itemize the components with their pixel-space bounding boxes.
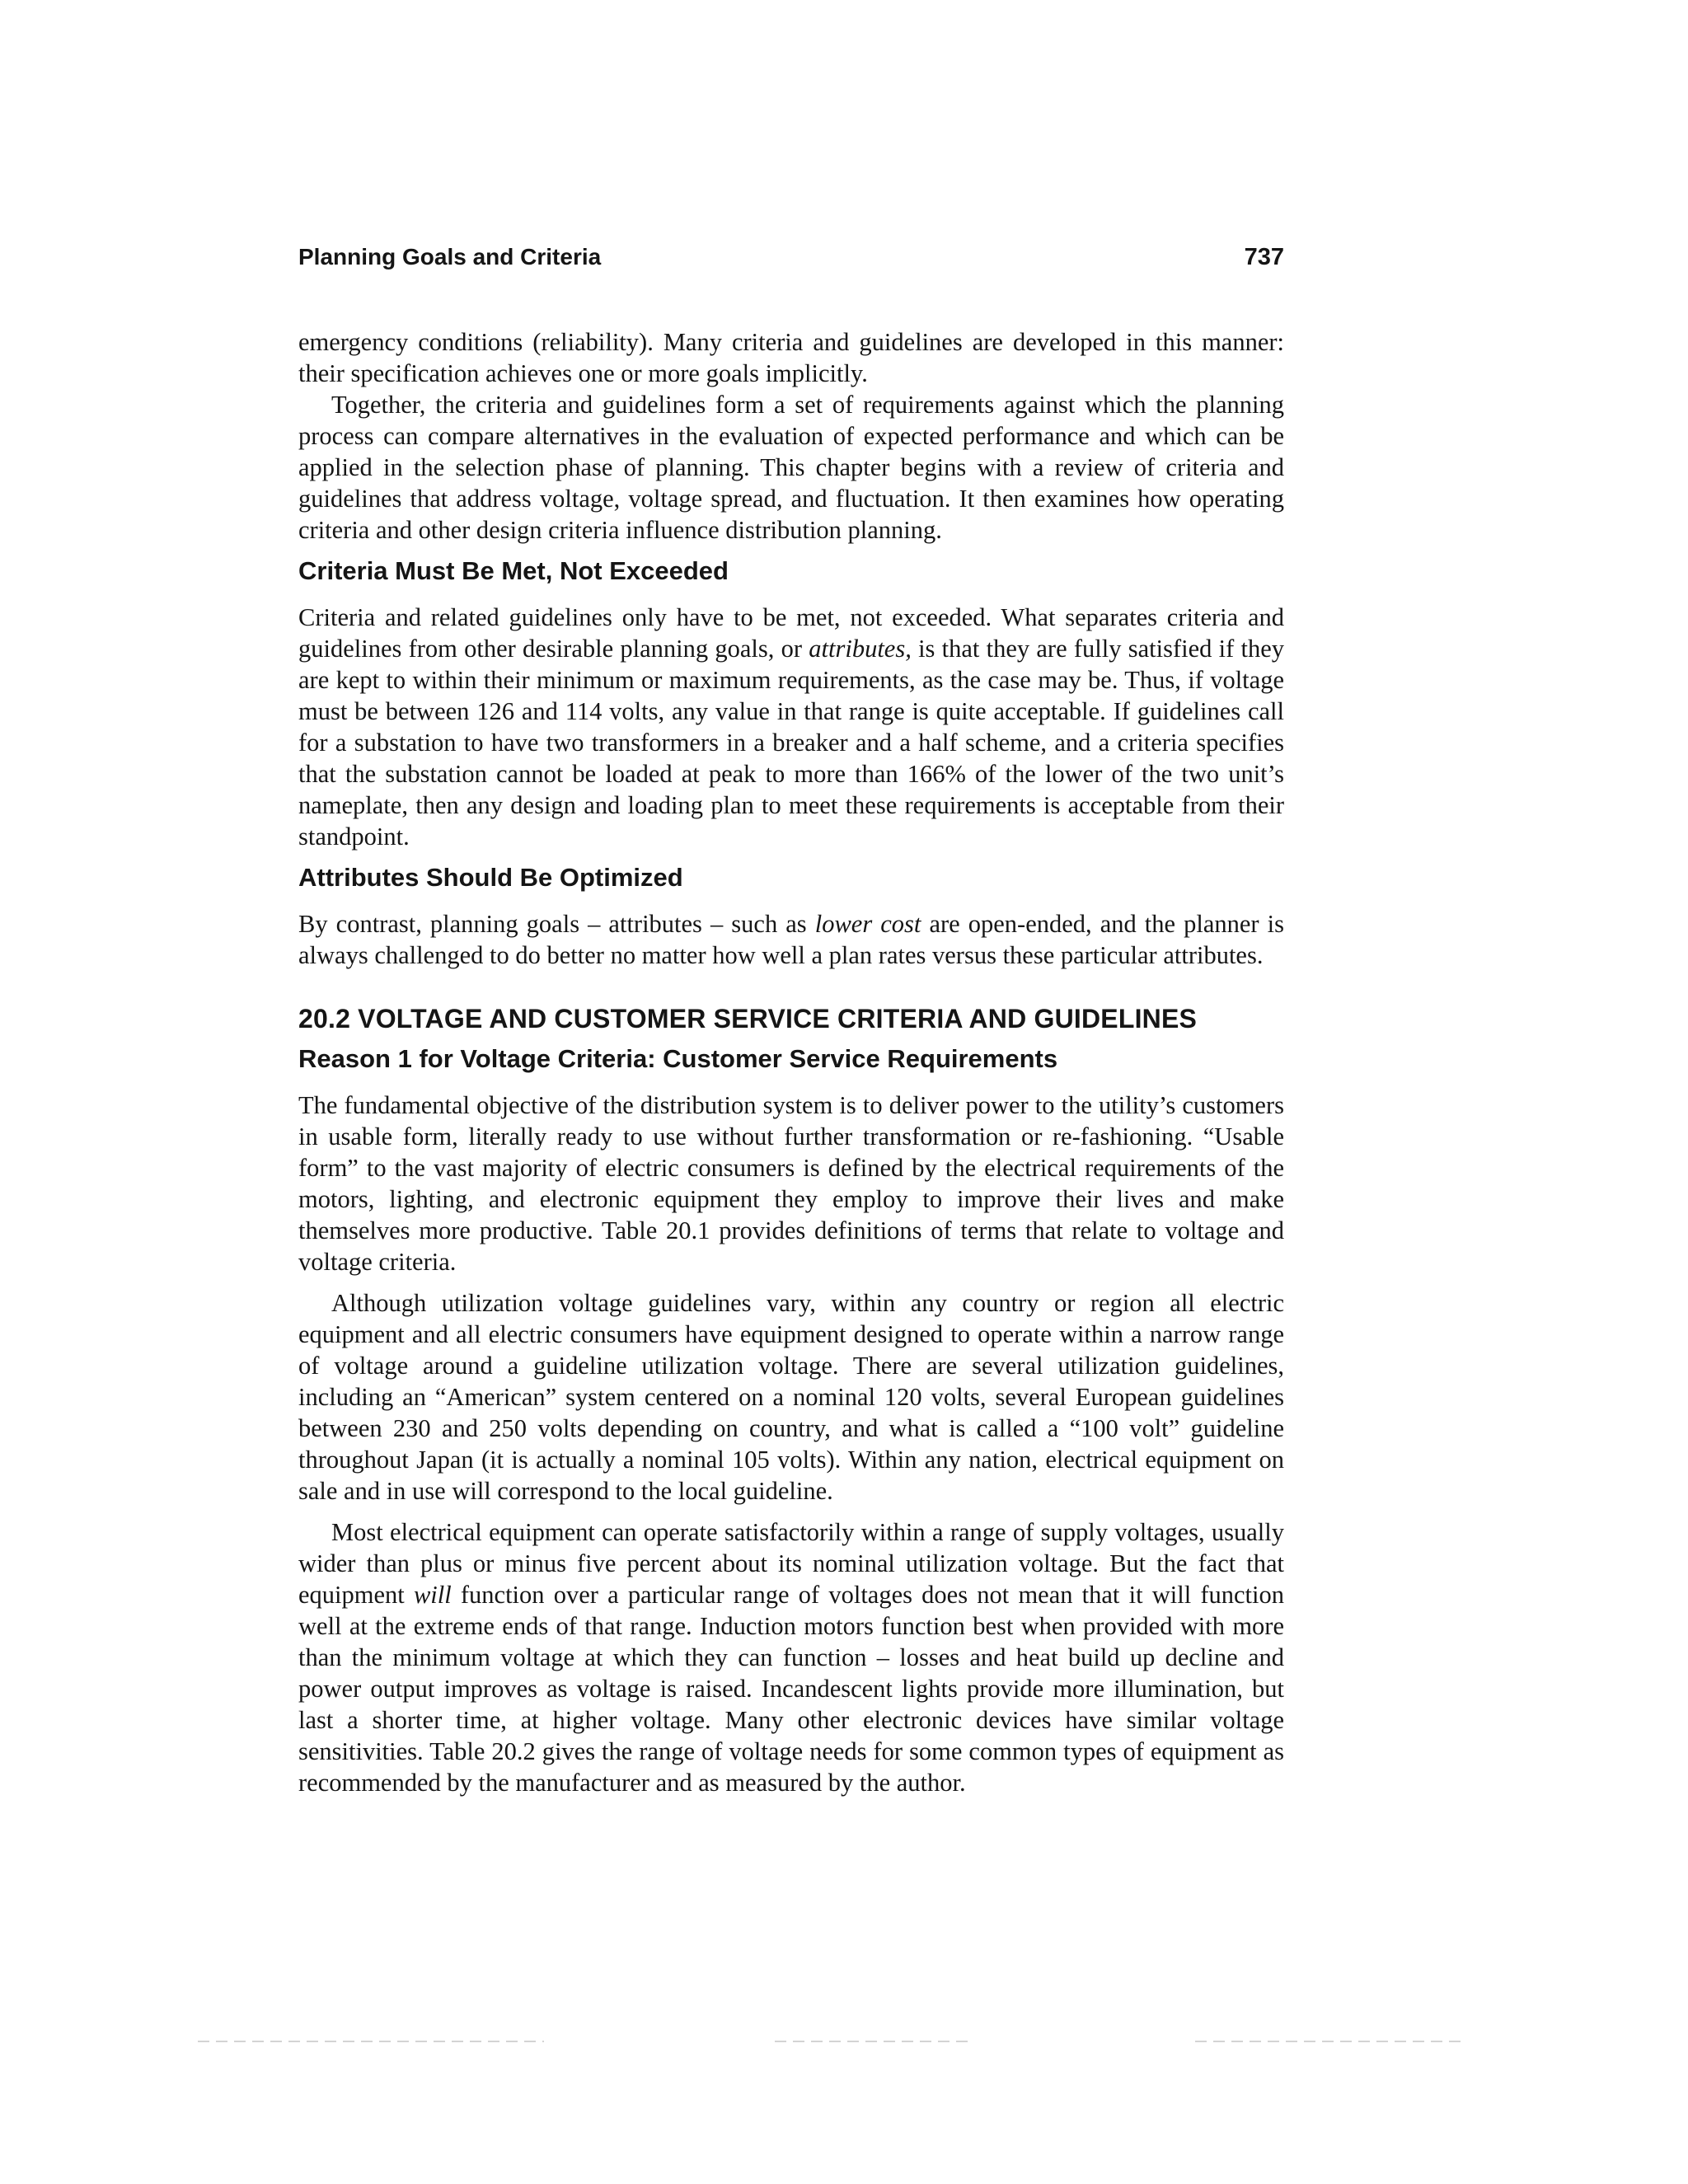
body-text: [298, 326, 1284, 1798]
page-number: 737: [1244, 244, 1284, 270]
paragraph-attributes-part-1: By contrast, planning goals – attributes – such as: [298, 910, 815, 938]
scan-artifact-middle: [775, 2041, 973, 2042]
paragraph-criteria-part-2: is that they are fully satisfied if they are kept to within their minimum or maximum requirements, as the case may be. Thus, if voltage must be between 126 and 114 volts, any value in that range is quite acceptable. If guidelines call for a substation to have two transformers in a breaker and a half scheme, and a criteria specifies that the substation cannot be loaded at peak to more than 166% of the lower of the two unit’s nameplate, then any design and loading plan to meet these requirements is acceptable from their standpoint.: [298, 635, 1284, 851]
scan-artifact-right: [1195, 2041, 1467, 2042]
paragraph-attributes: [298, 908, 1284, 971]
paragraph-criteria: [298, 602, 1284, 852]
subheading-attributes-optimized: Attributes Should Be Optimized: [298, 863, 683, 892]
paragraph-equipment-part-2: function over a particular range of voltages does not mean that it will function well at the extreme ends of that range. Induction motors function best when provided with more than the minimum voltage at which they can function – losses and heat build up decline and power output improves as voltage is raised. Incandescent lights provide more illumination, but last a shorter time, at higher voltage. Many other electronic devices have similar voltage sensitivities. Table 20.2 gives the range of voltage needs for some common types of equipment as recommended by the manufacturer and as measured by the author.: [298, 1581, 1285, 1797]
paragraph-equipment-range: [298, 1516, 1284, 1798]
paragraph-equipment-part-1: Most electrical equipment can operate satisfactorily within a range of supply voltages, usually wider than plus or minus five percent about its nominal utilization voltage. But the fact that equipment: [298, 1518, 1284, 1609]
running-title: Planning Goals and Criteria: [298, 244, 602, 269]
paragraph-requirements: Together, the criteria and guidelines form a set of requirements against which the planning process can compare alternatives in the evaluation of expected performance and which can be applied in the selection phase of planning. This chapter begins with a review of criteria and guidelines that address voltage, voltage spread, and fluctuation. It then examines how operating criteria and other design criteria influence distribution planning.: [298, 391, 1284, 544]
paragraph-gap: [298, 1507, 1284, 1516]
emphasis-attributes: attributes,: [809, 635, 912, 663]
paragraph-utilization-guidelines: Although utilization voltage guidelines vary, within any country or region all electric equipment and all electric consumers have equipment designed to operate within a narrow range of voltage around a guideline utilization voltage. There are several utilization guidelines, including an “American” system centered on a nominal 120 volts, several European guidelines between 230 and 250 volts depending on country, and what is called a “100 volt” guideline throughout Japan (it is actually a nominal 105 volts). Within any nation, electrical equipment on sale and in use will correspond to the local guideline.: [298, 1289, 1284, 1505]
running-head: [298, 242, 1284, 275]
section-heading-20-2: 20.2 VOLTAGE AND CUSTOMER SERVICE CRITERIA AND GUIDELINES: [298, 1004, 1198, 1033]
paragraph-criteria-part-1: Criteria and related guidelines only have to be met, not exceeded. What separates criteria and guidelines from other desirable planning goals, or: [298, 603, 1284, 663]
paragraph-attributes-part-2: are open-ended, and the planner is always challenged to do better no matter how well a plan rates versus these particular attributes.: [298, 910, 1284, 969]
paragraph-fundamental-objective: The fundamental objective of the distribution system is to deliver power to the utility’s customers in usable form, literally ready to use without further transformation or re-fashioning. “Usable form” to the vast majority of electric consumers is defined by the electrical requirements of the motors, lighting, and electronic equipment they employ to improve their lives and make themselves more productive. Table 20.1 provides definitions of terms that relate to voltage and voltage criteria.: [298, 1091, 1284, 1276]
emphasis-will: will: [413, 1581, 452, 1609]
scan-artifact-left: [198, 2041, 544, 2042]
subheading-criteria-met: Criteria Must Be Met, Not Exceeded: [298, 556, 729, 585]
paragraph-continued: emergency conditions (reliability). Many criteria and guidelines are developed in this manner: their specification achieves one or more goals implicitly.: [298, 328, 1284, 387]
emphasis-lower-cost: lower cost: [814, 910, 921, 938]
paragraph-gap: [298, 1277, 1284, 1287]
subheading-reason-1: Reason 1 for Voltage Criteria: Customer Service Requirements: [298, 1044, 1058, 1073]
